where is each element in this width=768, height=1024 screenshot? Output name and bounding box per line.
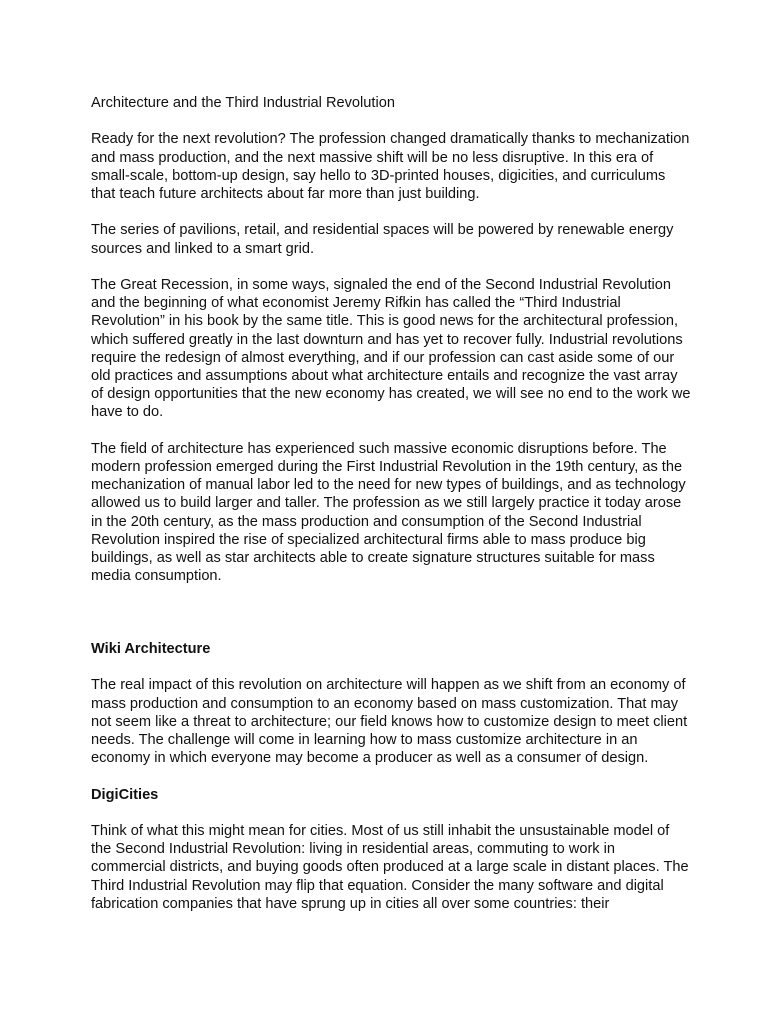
- document-title: Architecture and the Third Industrial Revolution: [91, 95, 395, 111]
- body-paragraph: The Great Recession, in some ways, signaled the end of the Second Industrial Revolution and the beginning of what economist Jeremy Rifkin has called the “Third Industrial Revolution” in his book by the same title. This is good news for the architectural profession, which suffered greatly in the last downturn and has yet to recover fully. Industrial revolutions require the redesign of almost everything, and if our profession can cast aside some of our old practices and assumptions about what architecture entails and recognize the vast array of design opportunities that the new economy has created, we will see no end to the work we have to do.: [91, 276, 691, 421]
- body-paragraph: The field of architecture has experienced such massive economic disruptions before. The modern profession emerged during the First Industrial Revolution in the 19th century, as the mechanization of manual labor led to the need for new types of buildings, and as technology allowed us to build larger and taller. The profession as we still largely practice it today arose in the 20th century, as the mass production and consumption of the Second Industrial Revolution inspired the rise of specialized architectural firms able to mass produce big buildings, as well as star architects able to create signature structures suitable for mass media consumption.: [91, 440, 686, 585]
- section-spacer: [91, 604, 691, 640]
- section-heading-digicities: DigiCities: [91, 786, 159, 803]
- document-page: [91, 94, 691, 931]
- section-paragraph: The real impact of this revolution on architecture will happen as we shift from an economy of mass production and consumption to an economy based on mass customization. That may not seem like a threat to architecture; our field knows how to customize design to meet client needs. The challenge will come in learning how to mass customize architecture in an economy in which everyone may become a producer as well as a consumer of design.: [91, 677, 688, 767]
- body-paragraph: Ready for the next revolution? The profession changed dramatically thanks to mechanization and mass production, and the next massive shift will be no less disruptive. In this era of small-scale, bottom-up design, say hello to 3D-printed houses, digicities, and curriculums that teach future architects about far more than just building.: [91, 131, 690, 202]
- section-heading-wiki-architecture: Wiki Architecture: [91, 641, 211, 657]
- section-paragraph: Think of what this might mean for cities. Most of us still inhabit the unsustainable model of the Second Industrial Revolution: living in residential areas, commuting to work in commercial districts, and buying goods often produced at a large scale in distant places. The Third Industrial Revolution may flip that equation. Consider the many software and digital fabrication companies that have sprung up in cities all over some countries: their: [91, 822, 689, 912]
- body-paragraph: The series of pavilions, retail, and residential spaces will be powered by renewable energy sources and linked to a smart grid.: [91, 222, 674, 257]
